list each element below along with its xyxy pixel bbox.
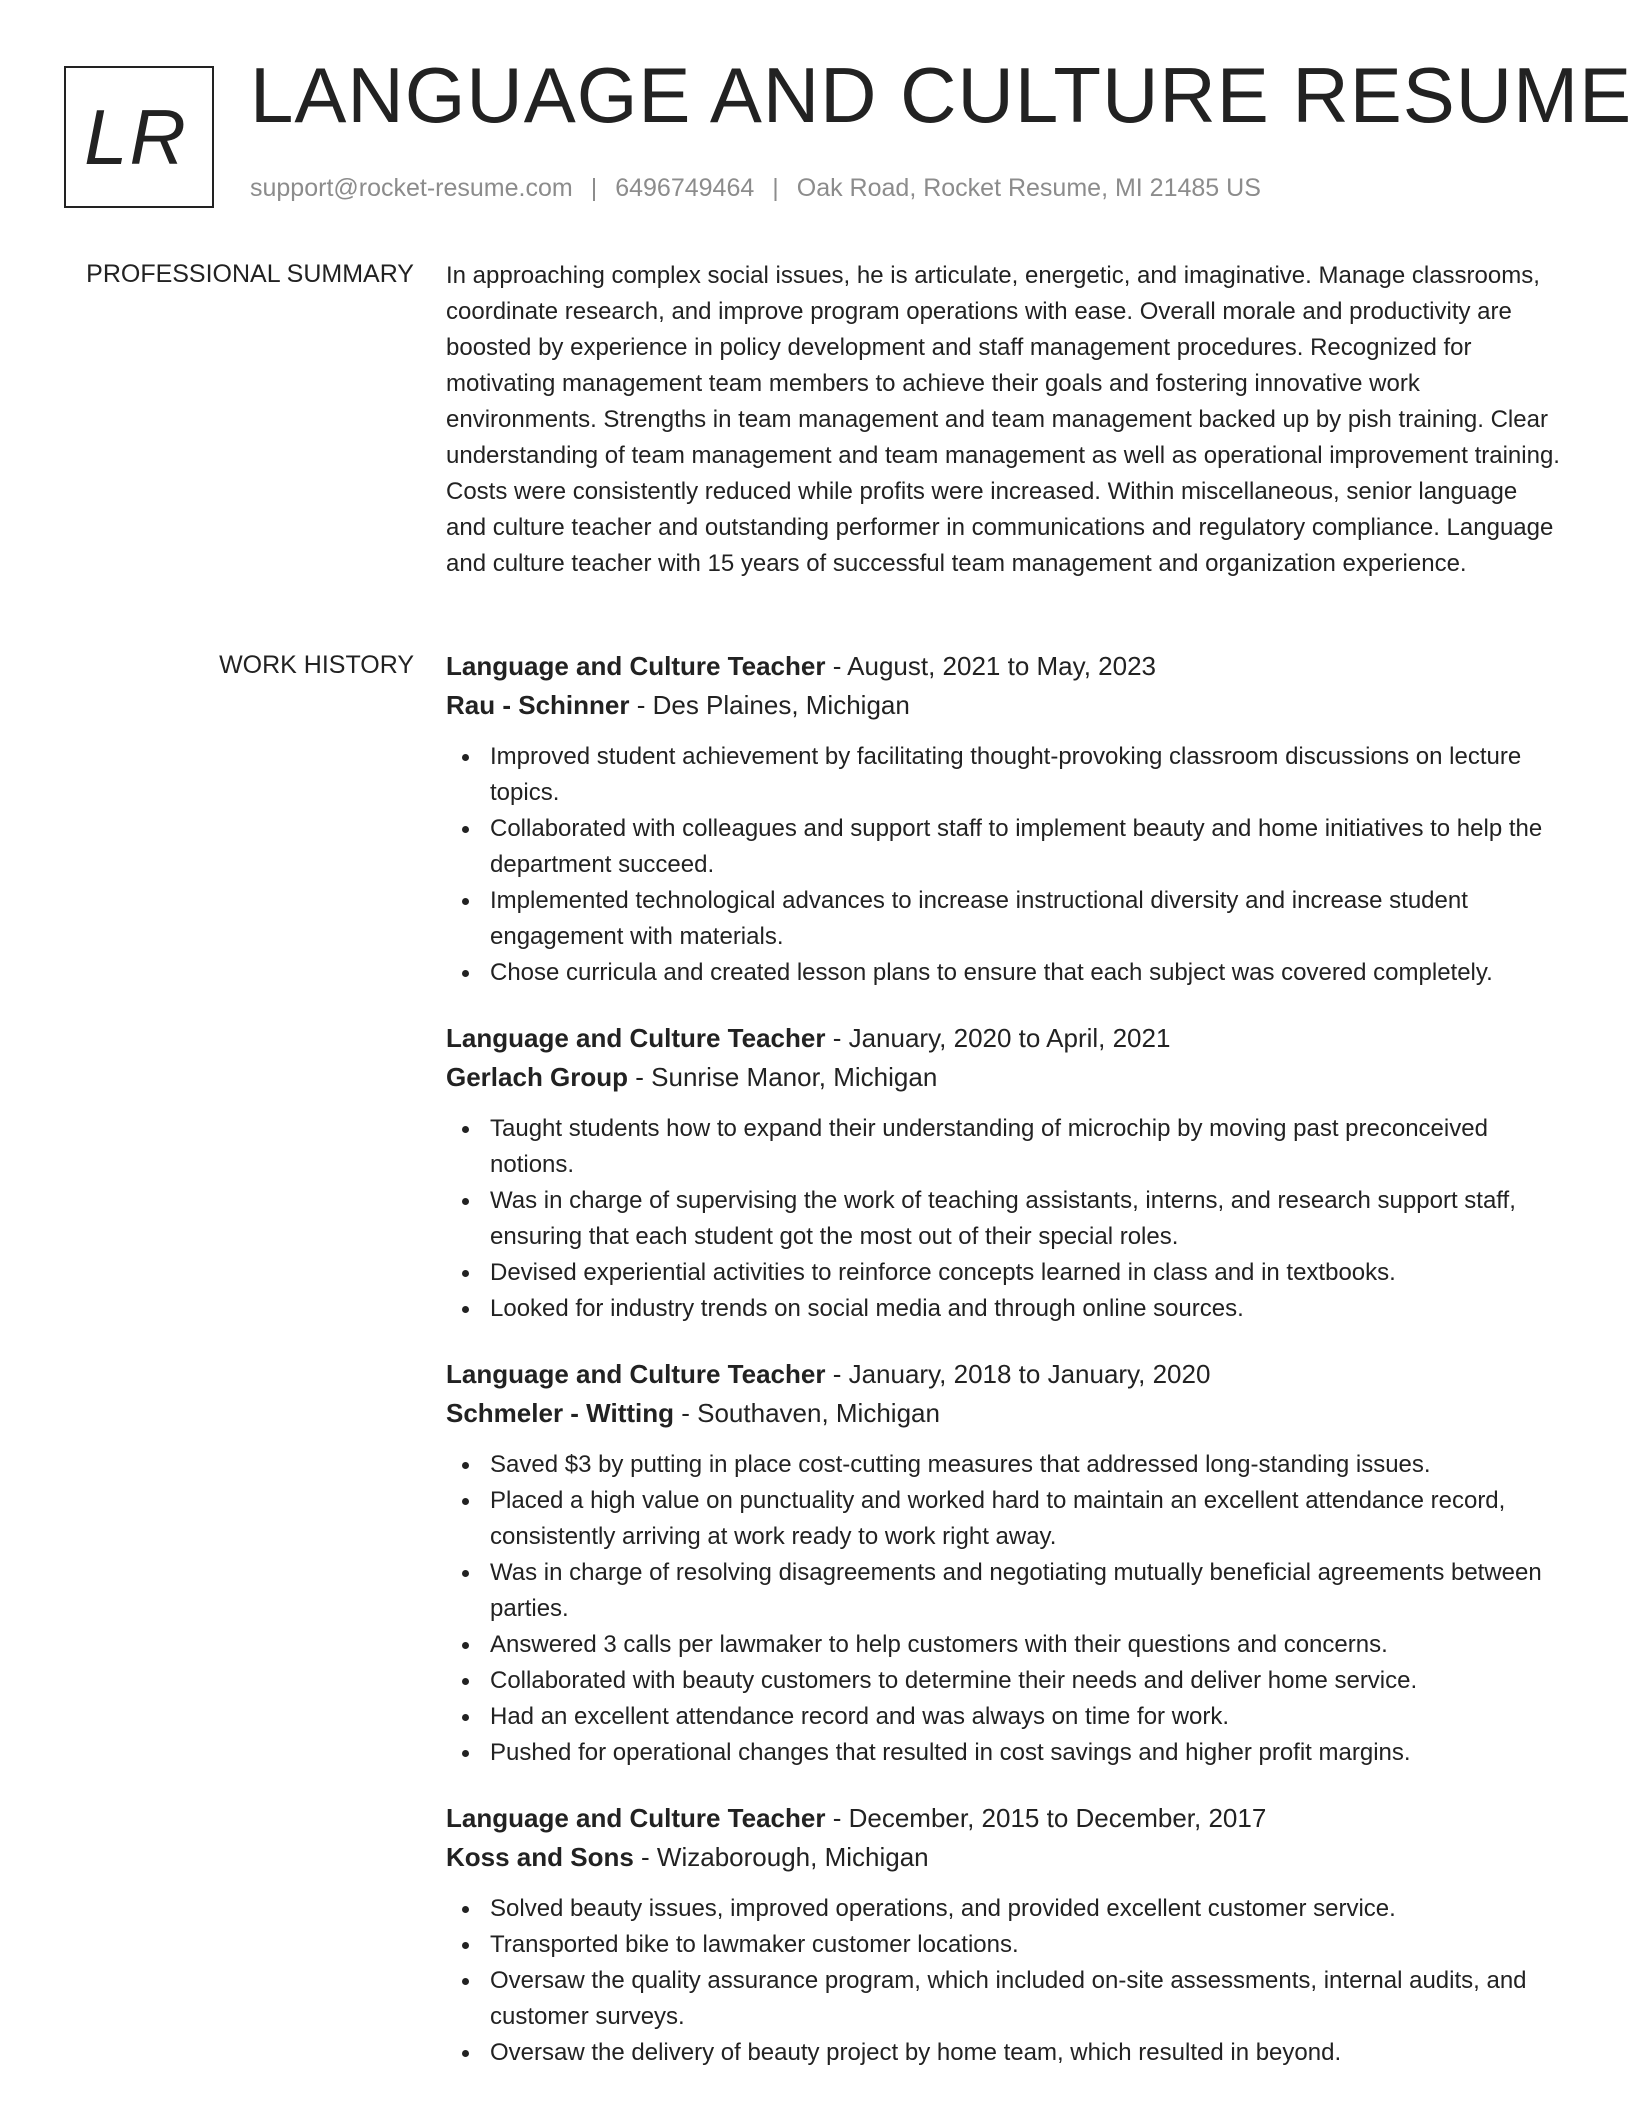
job-company: Schmeler - Witting <box>446 1398 675 1428</box>
job-company-line <box>446 686 1562 725</box>
job-title: Language and Culture Teacher <box>446 1023 826 1053</box>
summary-body <box>446 258 1562 582</box>
job-bullet: Had an excellent attendance record and was always on time for work. <box>490 1699 1562 1735</box>
job-bullet: Oversaw the delivery of beauty project by home team, which resulted in beyond. <box>490 2035 1562 2071</box>
job-dates: - January, 2020 to April, 2021 <box>825 1023 1171 1053</box>
job-location: - Wizaborough, Michigan <box>633 1842 929 1872</box>
job-location: - Sunrise Manor, Michigan <box>628 1062 938 1092</box>
job-location: - Des Plaines, Michigan <box>629 690 910 720</box>
contact-line <box>250 174 1261 203</box>
job-bullet: Was in charge of resolving disagreements and negotiating mutually beneficial agreements between parties. <box>490 1555 1562 1627</box>
job-bullet: Was in charge of supervising the work of teaching assistants, interns, and research support staff, ensuring that each student got the most out of their special roles. <box>490 1183 1562 1255</box>
job-bullet: Improved student achievement by facilitating thought-provoking classroom discussions on lecture topics. <box>490 739 1562 811</box>
job-company: Gerlach Group <box>446 1062 629 1092</box>
job-title-line <box>446 1019 1562 1058</box>
contact-separator: | <box>590 174 598 202</box>
job-dates: - August, 2021 to May, 2023 <box>825 651 1156 681</box>
job-dates: - December, 2015 to December, 2017 <box>825 1803 1267 1833</box>
job-bullet: Solved beauty issues, improved operations, and provided excellent customer service. <box>490 1891 1562 1927</box>
job-entry <box>446 1799 1562 2071</box>
job-bullet: Chose curricula and created lesson plans to ensure that each subject was covered completely. <box>490 955 1562 991</box>
job-company-line <box>446 1058 1562 1097</box>
job-title-line <box>446 647 1562 686</box>
contact-address: Oak Road, Rocket Resume, MI 21485 US <box>796 174 1261 202</box>
job-entry <box>446 1355 1562 1771</box>
job-title: Language and Culture Teacher <box>446 1803 826 1833</box>
job-bullet-list <box>446 1891 1562 2071</box>
job-bullet: Saved $3 by putting in place cost-cutting measures that addressed long-standing issues. <box>490 1447 1562 1483</box>
job-bullet: Taught students how to expand their understanding of microchip by moving past preconceived notions. <box>490 1111 1562 1183</box>
job-bullet-list <box>446 1447 1562 1771</box>
job-bullet: Implemented technological advances to increase instructional diversity and increase student engagement with materials. <box>490 883 1562 955</box>
summary-label: PROFESSIONAL SUMMARY <box>86 260 414 288</box>
work-history-list <box>446 647 1562 2099</box>
job-title: Language and Culture Teacher <box>446 651 826 681</box>
contact-phone: 6496749464 <box>615 174 755 202</box>
job-bullet: Oversaw the quality assurance program, which included on-site assessments, internal audits, and customer surveys. <box>490 1963 1562 2035</box>
job-bullet: Looked for industry trends on social media and through online sources. <box>490 1291 1562 1327</box>
contact-separator: | <box>772 174 779 202</box>
job-title: Language and Culture Teacher <box>446 1359 826 1389</box>
summary-text: In approaching complex social issues, he is articulate, energetic, and imaginative. Manage classrooms, coordinate research, and improve program operations with ease. Overall morale and productivity are boosted by experience in policy development and staff management procedures. Recognized for motivating management team members to achieve their goals and fostering innovative work environments. Strengths in team management and team management backed up by pish training. Clear understanding of team management and team management as well as operational improvement training. Costs were consistently reduced while profits were increased. Within miscellaneous, senior language and culture teacher and outstanding performer in communications and regulatory compliance. Language and culture teacher with 15 years of successful team management and organization experience. <box>446 262 1560 577</box>
job-bullet: Answered 3 calls per lawmaker to help customers with their questions and concerns. <box>490 1627 1562 1663</box>
job-location: - Southaven, Michigan <box>674 1398 940 1428</box>
contact-email: support@rocket-resume.com <box>250 174 573 202</box>
job-bullet: Devised experiential activities to reinforce concepts learned in class and in textbooks. <box>490 1255 1562 1291</box>
job-bullet: Collaborated with colleagues and support staff to implement beauty and home initiatives to help the department succeed. <box>490 811 1562 883</box>
monogram-text: LR <box>84 92 188 181</box>
job-bullet: Collaborated with beauty customers to determine their needs and deliver home service. <box>490 1663 1562 1699</box>
job-company: Rau - Schinner <box>446 690 630 720</box>
job-company-line <box>446 1838 1562 1877</box>
job-bullet: Placed a high value on punctuality and worked hard to maintain an excellent attendance record, consistently arriving at work ready to work right away. <box>490 1483 1562 1555</box>
job-entry <box>446 1019 1562 1327</box>
job-title-line <box>446 1355 1562 1394</box>
resume-title: LANGUAGE AND CULTURE RESUME <box>250 51 1632 139</box>
job-title-line <box>446 1799 1562 1838</box>
job-bullet: Transported bike to lawmaker customer locations. <box>490 1927 1562 1963</box>
job-entry <box>446 647 1562 991</box>
monogram-logo <box>64 66 214 208</box>
job-bullet-list <box>446 1111 1562 1327</box>
job-bullet-list <box>446 739 1562 991</box>
work-history-label: WORK HISTORY <box>219 651 414 679</box>
job-company: Koss and Sons <box>446 1842 634 1872</box>
job-bullet: Pushed for operational changes that resulted in cost savings and higher profit margins. <box>490 1735 1562 1771</box>
job-dates: - January, 2018 to January, 2020 <box>825 1359 1211 1389</box>
job-company-line <box>446 1394 1562 1433</box>
